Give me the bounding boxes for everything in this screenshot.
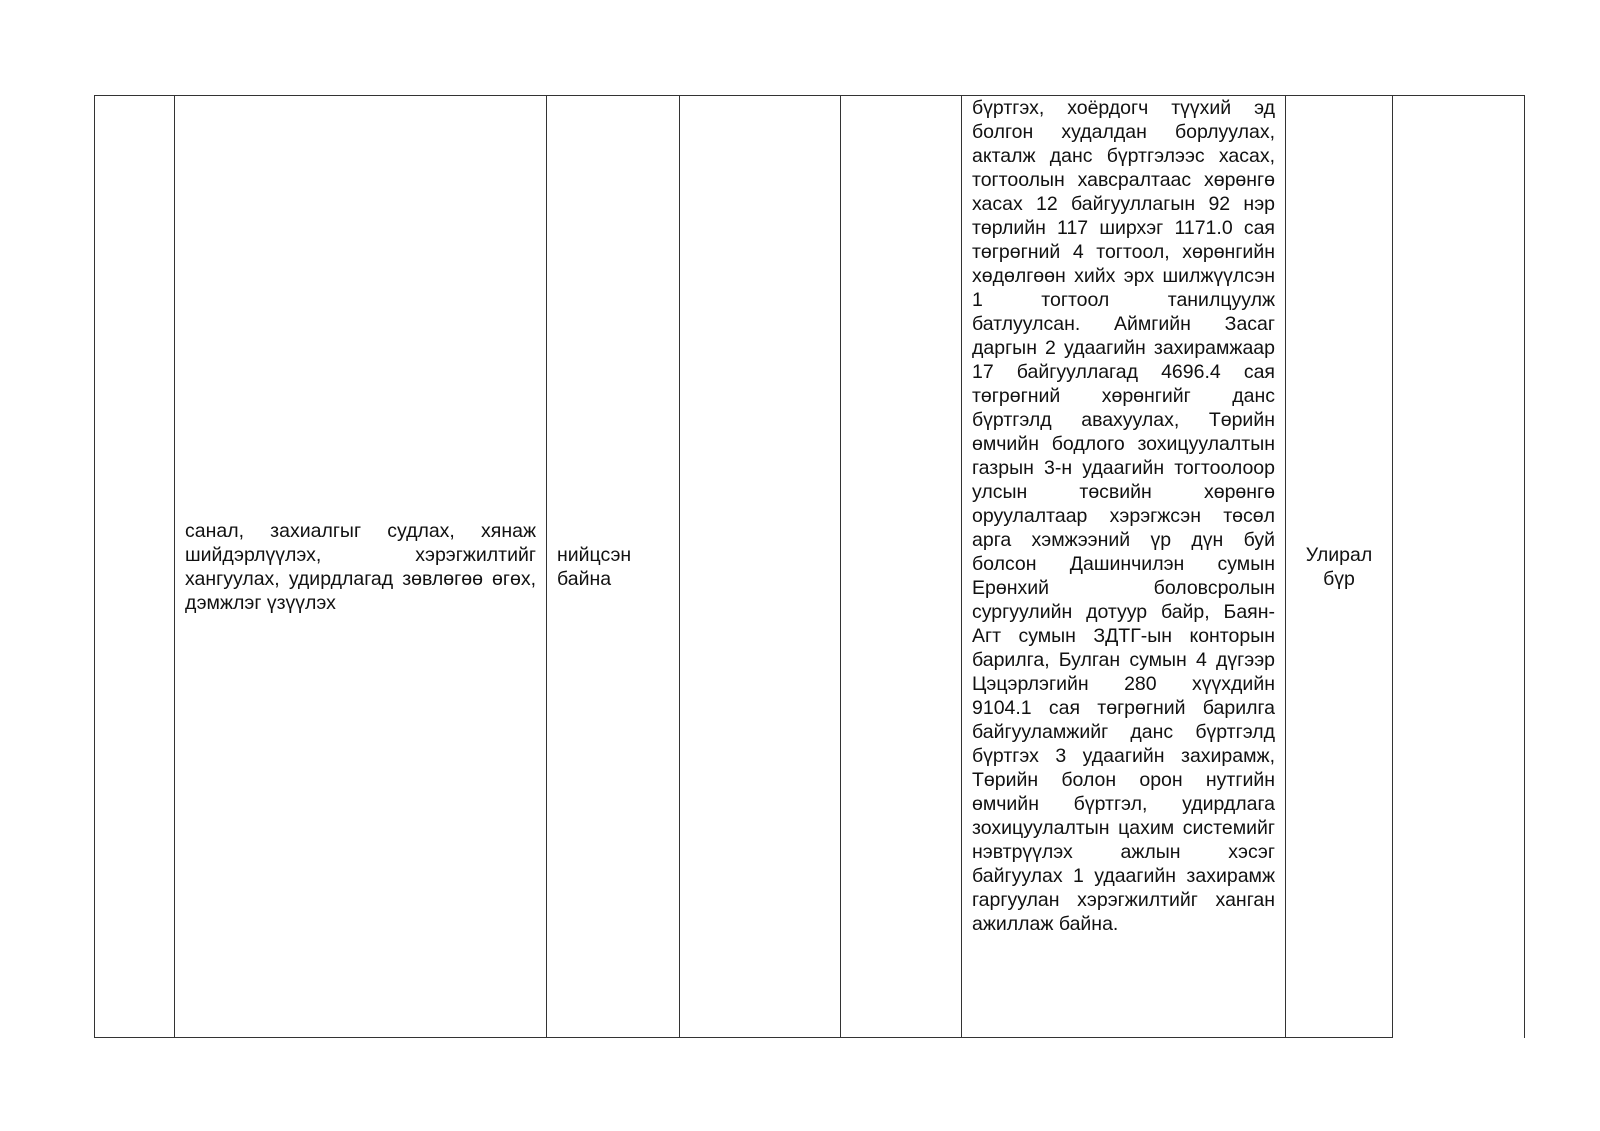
cell-frequency: Улирал бүр (1286, 96, 1393, 1038)
cell-activity-description: санал, захиалгыг судлах, хянаж шийдэрлүүлэх, хэрэгжилтийг хангуулах, удирдлагад зөвлөгөө өгөх, дэмжлэг үзүүлэх (175, 96, 547, 1038)
cell-implementation-details: бүртгэх, хоёрдогч түүхий эд болгон худалдан борлуулах, акталж данс бүртгэлээс хасах, тогтоолын хавсралтаас хөрөнгө хасах 12 байгууллагын 92 нэр төрлийн 117 ширхэг 1171.0 сая төгрөгний 4 тогтоол, хөрөнгийн хөдөлгөөн хийх эрх шилжүүлсэн 1 тогтоол танилцуулж батлуулсан. Аймгийн Засаг даргын 2 удаагийн захирамжаар 17 байгууллагад 4696.4 сая төгрөгний хөрөнгийг данс бүртгэлд авахуулах, Төрийн өмчийн бодлого зохицуулалтын газрын 3-н удаагийн тогтоолоор улсын төсвийн хөрөнгө оруулалтаар хэрэгжсэн төсөл арга хэмжээний үр дүн буй болсон Дашинчилэн сумын Ерөнхий боловсролын сургуулийн дотуур байр, Баян-Агт сумын ЗДТГ-ын конторын барилга, Булган сумын 4 дүгээр Цэцэрлэгийн 280 хүүхдийн 9104.1 сая төгрөгний барилга байгууламжийг данс бүртгэлд бүртгэх 3 удаагийн захирамж, Төрийн болон орон нутгийн өмчийн бүртгэл, удирдлага зохицуулалтын цахим системийг нэвтрүүлэх ажлын хэсэг байгуулах 1 удаагийн захирамж гаргуулан хэрэгжилтийг ханган ажиллаж байна. (962, 96, 1286, 1038)
table-row (95, 96, 1525, 1038)
cell-compliance-status: нийцсэн байна (547, 96, 680, 1038)
cell-empty-a (680, 96, 841, 1038)
cell-empty-last (1393, 96, 1525, 1038)
cell-empty-b (841, 96, 962, 1038)
report-table (94, 95, 1525, 1038)
cell-index (95, 96, 175, 1038)
